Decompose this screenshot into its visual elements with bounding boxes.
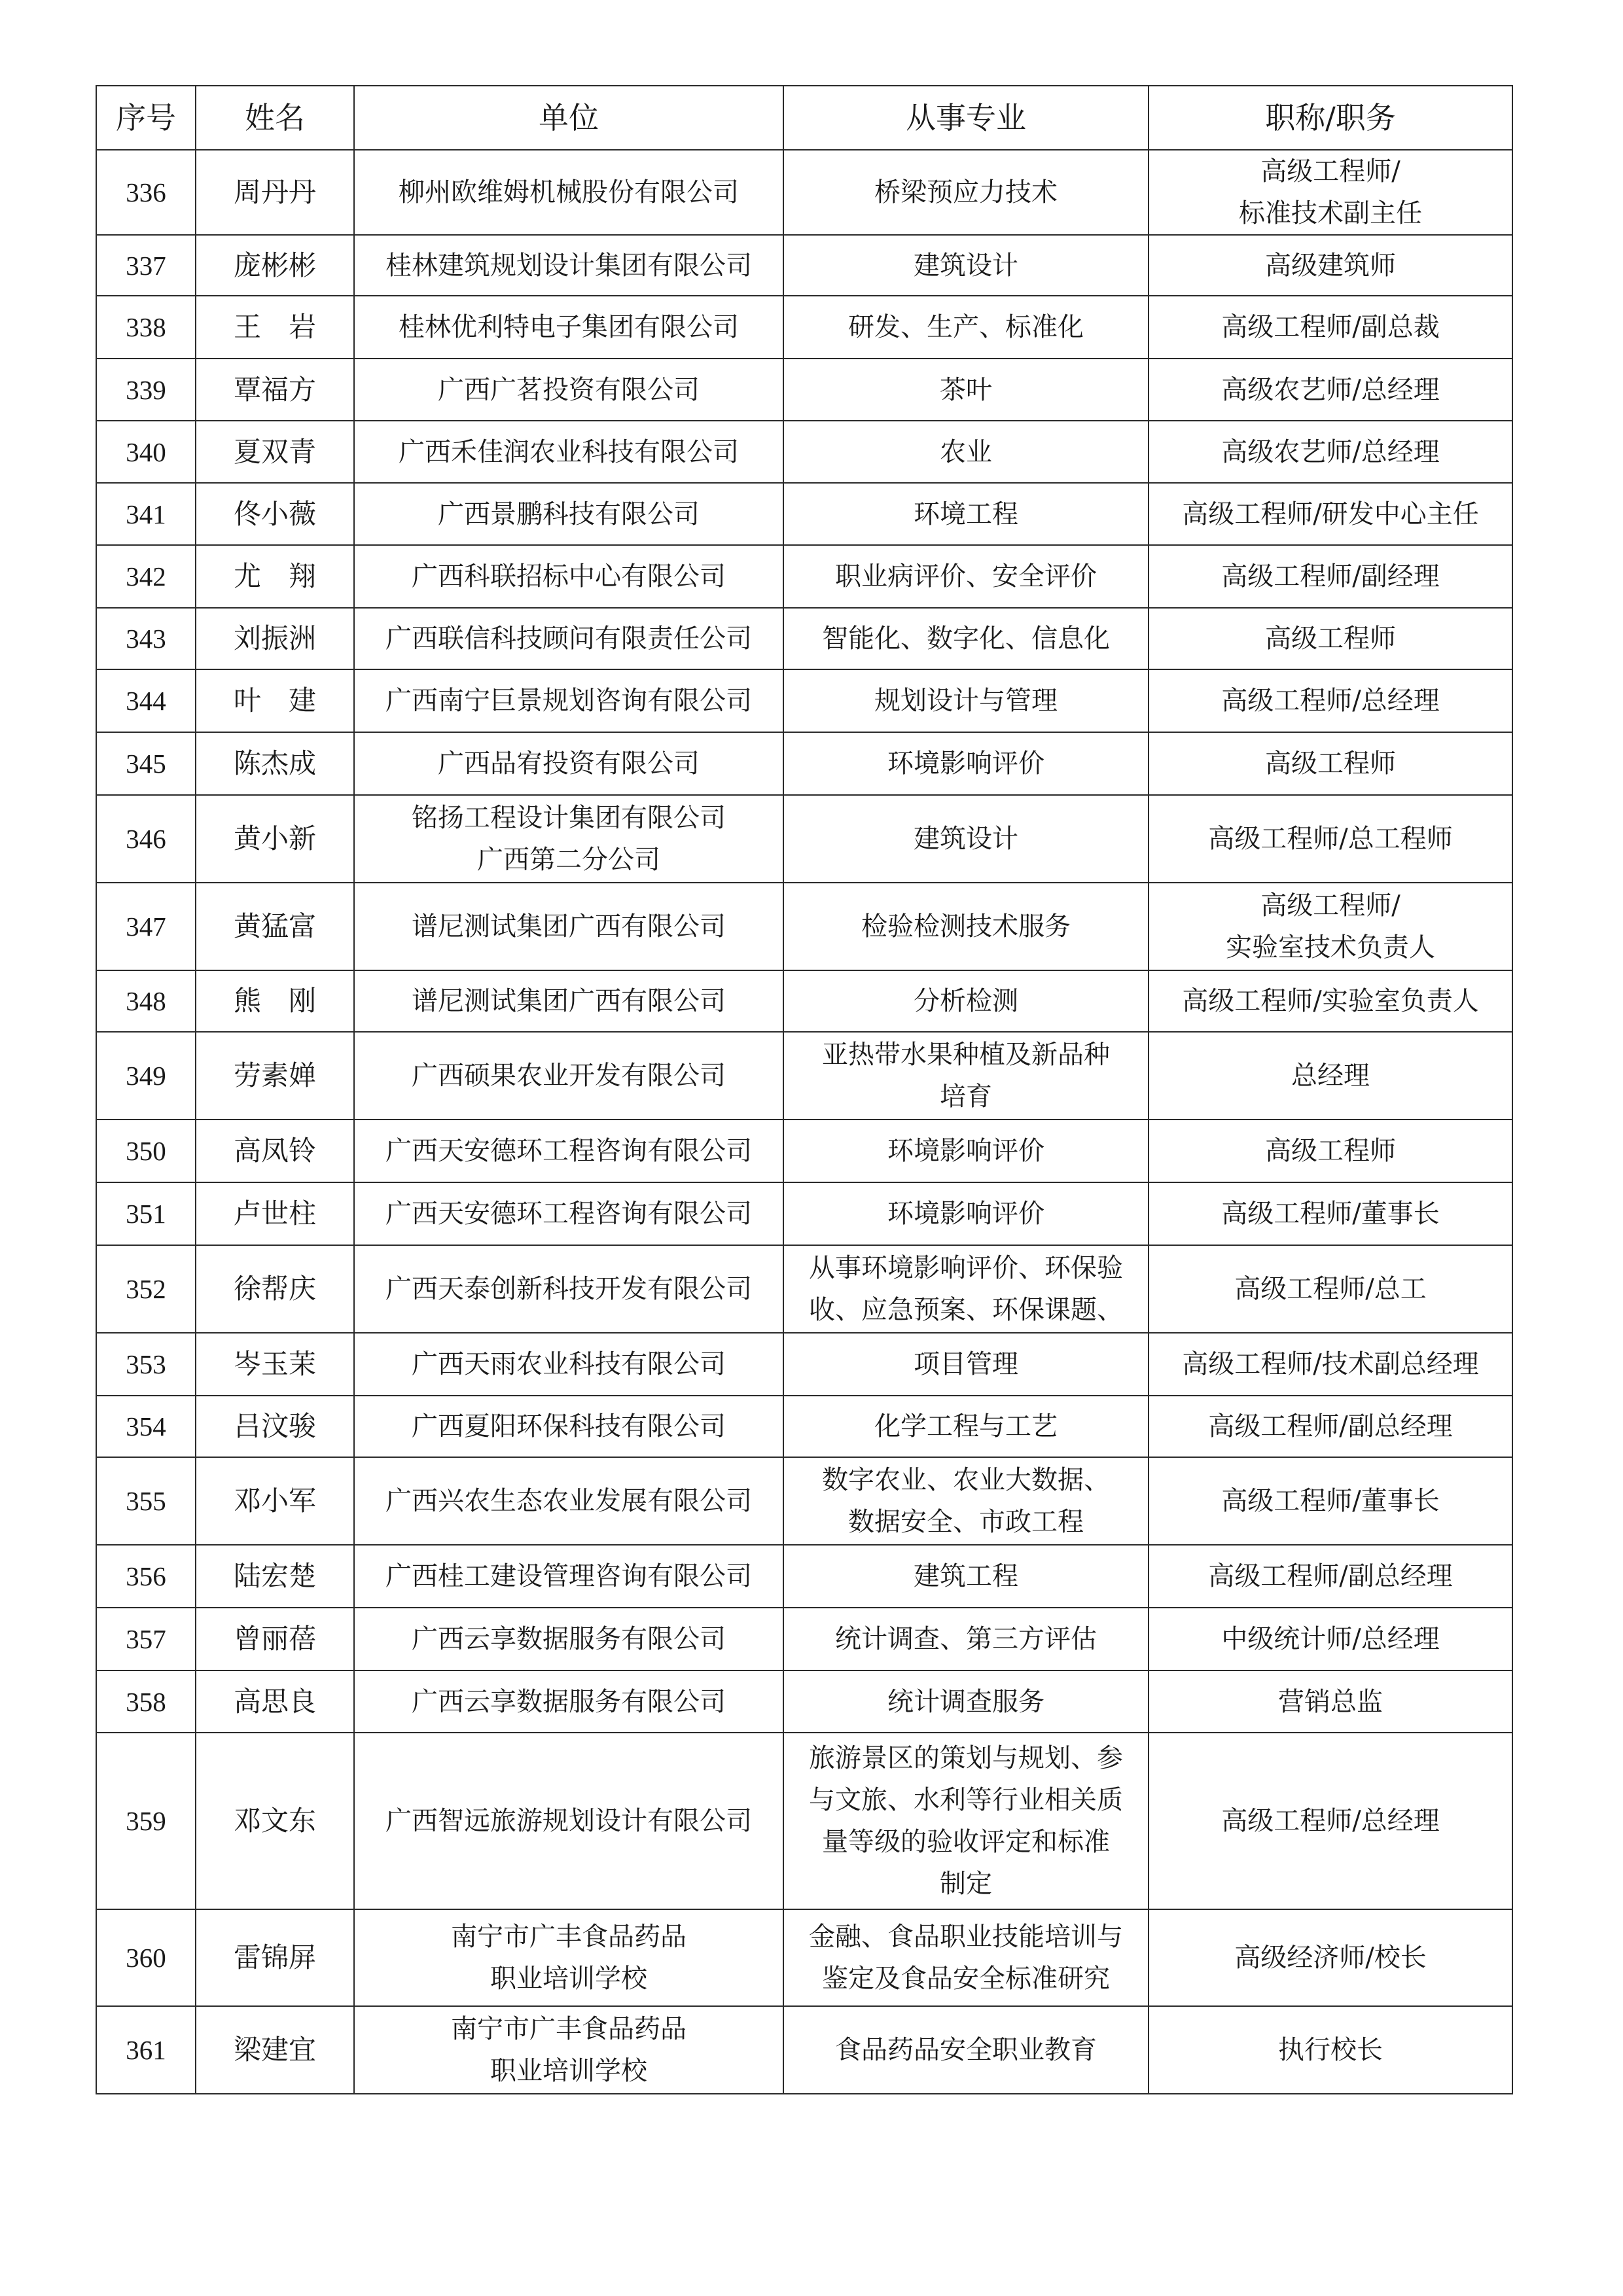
specialty-cell <box>783 421 1149 483</box>
title-position-cell-line: 高级建筑师 <box>1265 250 1396 281</box>
title-position-cell-line: 高级工程师/副总经理 <box>1208 1411 1453 1441</box>
specialty-cell-line: 环境影响评价 <box>887 1199 1044 1229</box>
title-position-cell-line: 高级工程师/ <box>1260 156 1400 186</box>
personnel-table <box>96 85 1513 2094</box>
unit-cell-line: 广西南宁巨景规划咨询有限公司 <box>385 686 752 716</box>
name-cell: 高思良 <box>196 1670 354 1733</box>
title-position-cell <box>1149 483 1512 545</box>
specialty-cell <box>783 1457 1149 1545</box>
name-cell: 叶 建 <box>196 669 354 732</box>
name-cell: 周丹丹 <box>196 150 354 235</box>
unit-cell <box>354 1545 783 1608</box>
serial-number-cell: 361 <box>96 2006 196 2094</box>
specialty-cell-line: 旅游景区的策划与规划、参 <box>809 1743 1123 1773</box>
specialty-cell <box>783 1396 1149 1457</box>
header-unit: 单位 <box>354 86 783 150</box>
specialty-cell-line: 亚热带水果种植及新品种 <box>822 1040 1110 1070</box>
table-row <box>96 1608 1512 1670</box>
table-row <box>96 1120 1512 1182</box>
title-position-cell <box>1149 669 1512 732</box>
table-row <box>96 1396 1512 1457</box>
specialty-cell-line: 环境工程 <box>914 499 1018 529</box>
unit-cell-line: 广西品宥投资有限公司 <box>438 749 700 779</box>
specialty-cell <box>783 1608 1149 1670</box>
table-row <box>96 545 1512 608</box>
specialty-cell <box>783 545 1149 608</box>
unit-cell <box>354 2006 783 2094</box>
serial-number-cell: 346 <box>96 795 196 883</box>
title-position-cell <box>1149 1245 1512 1333</box>
specialty-cell-line: 茶叶 <box>940 374 992 405</box>
name-cell: 佟小薇 <box>196 483 354 545</box>
title-position-cell <box>1149 970 1512 1032</box>
specialty-cell <box>783 1333 1149 1396</box>
title-position-cell <box>1149 1182 1512 1245</box>
serial-number-cell: 356 <box>96 1545 196 1608</box>
title-position-cell <box>1149 732 1512 795</box>
specialty-cell-line: 规划设计与管理 <box>874 686 1058 716</box>
specialty-cell <box>783 483 1149 545</box>
name-cell: 刘振洲 <box>196 608 354 669</box>
specialty-cell <box>783 1909 1149 2006</box>
specialty-cell-line: 量等级的验收评定和标准 <box>822 1827 1110 1857</box>
title-position-cell <box>1149 1120 1512 1182</box>
unit-cell <box>354 1396 783 1457</box>
name-cell: 覃福方 <box>196 359 354 421</box>
unit-cell-line: 广西云享数据服务有限公司 <box>412 1624 726 1654</box>
specialty-cell-line: 数据安全、市政工程 <box>848 1507 1084 1537</box>
serial-number-cell: 358 <box>96 1670 196 1733</box>
unit-cell <box>354 359 783 421</box>
table-row <box>96 669 1512 732</box>
unit-cell <box>354 795 783 883</box>
specialty-cell-line: 检验检测技术服务 <box>861 911 1071 942</box>
title-position-cell-line: 高级工程师/实验室负责人 <box>1182 986 1479 1016</box>
name-cell: 卢世柱 <box>196 1182 354 1245</box>
unit-cell <box>354 483 783 545</box>
name-cell: 吕汶骏 <box>196 1396 354 1457</box>
title-position-cell <box>1149 1457 1512 1545</box>
table-row <box>96 2006 1512 2094</box>
title-position-cell-line: 高级工程师/副经理 <box>1221 561 1440 592</box>
serial-number-cell: 337 <box>96 235 196 296</box>
serial-number-cell: 336 <box>96 150 196 235</box>
specialty-cell-line: 与文旅、水利等行业相关质 <box>809 1785 1123 1815</box>
serial-number-cell: 340 <box>96 421 196 483</box>
unit-cell-line: 广西智远旅游规划设计有限公司 <box>385 1806 752 1836</box>
table-row <box>96 1670 1512 1733</box>
unit-cell <box>354 296 783 359</box>
serial-number-cell: 345 <box>96 732 196 795</box>
title-position-cell <box>1149 1333 1512 1396</box>
unit-cell <box>354 150 783 235</box>
specialty-cell-line: 鉴定及食品安全标准研究 <box>822 1964 1110 1994</box>
unit-cell-line: 南宁市广丰食品药品 <box>451 1922 687 1952</box>
unit-cell-line: 广西禾佳润农业科技有限公司 <box>399 436 739 467</box>
table-row <box>96 421 1512 483</box>
specialty-cell <box>783 2006 1149 2094</box>
table-row <box>96 296 1512 359</box>
title-position-cell-line: 中级统计师/总经理 <box>1221 1624 1440 1654</box>
title-position-cell <box>1149 1733 1512 1909</box>
table-row <box>96 150 1512 235</box>
unit-cell-line: 铭扬工程设计集团有限公司 <box>412 803 726 833</box>
unit-cell <box>354 608 783 669</box>
header-specialty: 从事专业 <box>783 86 1149 150</box>
serial-number-cell: 353 <box>96 1333 196 1396</box>
table-row <box>96 1032 1512 1120</box>
serial-number-cell: 342 <box>96 545 196 608</box>
unit-cell <box>354 669 783 732</box>
title-position-cell-line: 总经理 <box>1291 1061 1370 1091</box>
specialty-cell-line: 职业病评价、安全评价 <box>835 561 1097 592</box>
serial-number-cell: 352 <box>96 1245 196 1333</box>
specialty-cell-line: 食品药品安全职业教育 <box>835 2035 1097 2065</box>
title-position-cell <box>1149 608 1512 669</box>
unit-cell-line: 广西云享数据服务有限公司 <box>412 1686 726 1717</box>
table-row <box>96 1182 1512 1245</box>
unit-cell-line: 广西科联招标中心有限公司 <box>412 561 726 592</box>
serial-number-cell: 348 <box>96 970 196 1032</box>
title-position-cell-line: 高级工程师/副总裁 <box>1221 312 1440 342</box>
table-row <box>96 235 1512 296</box>
title-position-cell-line: 高级工程师/副总经理 <box>1208 1561 1453 1591</box>
unit-cell-line: 广西景鹏科技有限公司 <box>438 499 700 529</box>
title-position-cell-line: 高级工程师/总工程师 <box>1208 824 1453 854</box>
unit-cell <box>354 1245 783 1333</box>
specialty-cell-line: 化学工程与工艺 <box>874 1411 1058 1441</box>
unit-cell <box>354 970 783 1032</box>
title-position-cell-line: 实验室技术负责人 <box>1226 932 1435 963</box>
name-cell: 陈杰成 <box>196 732 354 795</box>
title-position-cell-line: 执行校长 <box>1278 2035 1383 2065</box>
title-position-cell-line: 高级工程师/董事长 <box>1221 1486 1440 1516</box>
specialty-cell <box>783 608 1149 669</box>
specialty-cell-line: 建筑设计 <box>914 824 1018 854</box>
name-cell: 雷锦屏 <box>196 1909 354 2006</box>
table-row <box>96 1545 1512 1608</box>
specialty-cell-line: 研发、生产、标准化 <box>848 312 1084 342</box>
table-row <box>96 608 1512 669</box>
serial-number-cell: 343 <box>96 608 196 669</box>
unit-cell-line: 谱尼测试集团广西有限公司 <box>412 911 726 942</box>
title-position-cell-line: 高级经济师/校长 <box>1234 1943 1427 1973</box>
serial-number-cell: 359 <box>96 1733 196 1909</box>
unit-cell-line: 谱尼测试集团广西有限公司 <box>412 986 726 1016</box>
unit-cell-line: 广西夏阳环保科技有限公司 <box>412 1411 726 1441</box>
title-position-cell <box>1149 1545 1512 1608</box>
unit-cell-line: 广西天安德环工程咨询有限公司 <box>385 1199 752 1229</box>
title-position-cell-line: 高级工程师 <box>1265 749 1396 779</box>
specialty-cell-line: 统计调查、第三方评估 <box>835 1624 1097 1654</box>
specialty-cell-line: 收、应急预案、环保课题、 <box>809 1295 1123 1325</box>
name-cell: 陆宏楚 <box>196 1545 354 1608</box>
table-row <box>96 795 1512 883</box>
serial-number-cell: 354 <box>96 1396 196 1457</box>
title-position-cell <box>1149 1608 1512 1670</box>
table-header-row <box>96 86 1512 150</box>
serial-number-cell: 347 <box>96 883 196 970</box>
specialty-cell <box>783 235 1149 296</box>
specialty-cell <box>783 1670 1149 1733</box>
unit-cell <box>354 732 783 795</box>
specialty-cell-line: 培育 <box>940 1082 992 1112</box>
specialty-cell-line: 桥梁预应力技术 <box>874 177 1058 207</box>
unit-cell <box>354 1182 783 1245</box>
serial-number-cell: 350 <box>96 1120 196 1182</box>
unit-cell <box>354 1733 783 1909</box>
table-row <box>96 1333 1512 1396</box>
title-position-cell-line: 高级工程师/总经理 <box>1221 686 1440 716</box>
table-row <box>96 1909 1512 2006</box>
specialty-cell <box>783 296 1149 359</box>
serial-number-cell: 349 <box>96 1032 196 1120</box>
title-position-cell <box>1149 1670 1512 1733</box>
title-position-cell <box>1149 150 1512 235</box>
table-row <box>96 1733 1512 1909</box>
specialty-cell-line: 统计调查服务 <box>887 1686 1044 1717</box>
table-row <box>96 483 1512 545</box>
specialty-cell-line: 智能化、数字化、信息化 <box>822 624 1110 654</box>
name-cell: 夏双青 <box>196 421 354 483</box>
specialty-cell-line: 环境影响评价 <box>887 1136 1044 1166</box>
specialty-cell <box>783 669 1149 732</box>
specialty-cell <box>783 1733 1149 1909</box>
specialty-cell-line: 制定 <box>940 1869 992 1899</box>
specialty-cell-line: 金融、食品职业技能培训与 <box>809 1922 1123 1952</box>
unit-cell-line: 广西天安德环工程咨询有限公司 <box>385 1136 752 1166</box>
title-position-cell-line: 高级工程师/总经理 <box>1221 1806 1440 1836</box>
table-body <box>96 150 1512 2094</box>
name-cell: 王 岩 <box>196 296 354 359</box>
unit-cell-line: 广西联信科技顾问有限责任公司 <box>385 624 752 654</box>
unit-cell <box>354 1120 783 1182</box>
unit-cell-line: 桂林优利特电子集团有限公司 <box>399 312 739 342</box>
unit-cell <box>354 421 783 483</box>
unit-cell-line: 广西广茗投资有限公司 <box>438 374 700 405</box>
title-position-cell-line: 营销总监 <box>1278 1686 1383 1717</box>
unit-cell <box>354 235 783 296</box>
unit-cell <box>354 1333 783 1396</box>
specialty-cell-line: 分析检测 <box>914 986 1018 1016</box>
specialty-cell-line: 建筑工程 <box>914 1561 1018 1591</box>
header-serial-number: 序号 <box>96 86 196 150</box>
table-row <box>96 732 1512 795</box>
specialty-cell <box>783 150 1149 235</box>
unit-cell-line: 广西天雨农业科技有限公司 <box>412 1349 726 1379</box>
title-position-cell-line: 高级工程师/总工 <box>1234 1274 1427 1304</box>
name-cell: 尤 翔 <box>196 545 354 608</box>
name-cell: 劳素婵 <box>196 1032 354 1120</box>
specialty-cell-line: 建筑设计 <box>914 250 1018 281</box>
name-cell: 邓文东 <box>196 1733 354 1909</box>
title-position-cell <box>1149 1909 1512 2006</box>
serial-number-cell: 351 <box>96 1182 196 1245</box>
table-row <box>96 359 1512 421</box>
title-position-cell-line: 高级工程师 <box>1265 624 1396 654</box>
title-position-cell-line: 高级工程师/技术副总经理 <box>1182 1349 1479 1379</box>
unit-cell <box>354 883 783 970</box>
header-title-position: 职称/职务 <box>1149 86 1512 150</box>
unit-cell-line: 广西桂工建设管理咨询有限公司 <box>385 1561 752 1591</box>
name-cell: 梁建宜 <box>196 2006 354 2094</box>
specialty-cell-line: 数字农业、农业大数据、 <box>822 1465 1110 1495</box>
specialty-cell <box>783 359 1149 421</box>
unit-cell-line: 广西天泰创新科技开发有限公司 <box>385 1274 752 1304</box>
unit-cell <box>354 1608 783 1670</box>
unit-cell <box>354 1909 783 2006</box>
unit-cell-line: 广西兴农生态农业发展有限公司 <box>385 1486 752 1516</box>
title-position-cell <box>1149 235 1512 296</box>
name-cell: 高凤铃 <box>196 1120 354 1182</box>
title-position-cell <box>1149 545 1512 608</box>
title-position-cell <box>1149 296 1512 359</box>
serial-number-cell: 341 <box>96 483 196 545</box>
serial-number-cell: 355 <box>96 1457 196 1545</box>
unit-cell-line: 柳州欧维姆机械股份有限公司 <box>399 177 739 207</box>
name-cell: 岑玉茉 <box>196 1333 354 1396</box>
serial-number-cell: 339 <box>96 359 196 421</box>
specialty-cell-line: 环境影响评价 <box>887 749 1044 779</box>
specialty-cell-line: 项目管理 <box>914 1349 1018 1379</box>
specialty-cell <box>783 732 1149 795</box>
title-position-cell-line: 高级农艺师/总经理 <box>1221 374 1440 405</box>
name-cell: 黄小新 <box>196 795 354 883</box>
title-position-cell <box>1149 795 1512 883</box>
name-cell: 黄猛富 <box>196 883 354 970</box>
specialty-cell <box>783 883 1149 970</box>
specialty-cell-line: 从事环境影响评价、环保验 <box>809 1253 1123 1283</box>
unit-cell-line: 职业培训学校 <box>490 2056 647 2086</box>
header-name: 姓名 <box>196 86 354 150</box>
title-position-cell <box>1149 421 1512 483</box>
serial-number-cell: 344 <box>96 669 196 732</box>
table-row <box>96 1245 1512 1333</box>
specialty-cell <box>783 970 1149 1032</box>
specialty-cell <box>783 1545 1149 1608</box>
specialty-cell <box>783 1245 1149 1333</box>
title-position-cell-line: 高级工程师 <box>1265 1136 1396 1166</box>
name-cell: 熊 刚 <box>196 970 354 1032</box>
title-position-cell <box>1149 883 1512 970</box>
unit-cell-line: 广西硕果农业开发有限公司 <box>412 1061 726 1091</box>
table-row <box>96 1457 1512 1545</box>
specialty-cell <box>783 1032 1149 1120</box>
unit-cell <box>354 1032 783 1120</box>
title-position-cell-line: 标准技术副主任 <box>1239 198 1422 228</box>
specialty-cell-line: 农业 <box>940 436 992 467</box>
title-position-cell-line: 高级工程师/ <box>1260 891 1400 921</box>
title-position-cell-line: 高级工程师/研发中心主任 <box>1182 499 1479 529</box>
title-position-cell <box>1149 2006 1512 2094</box>
name-cell: 庞彬彬 <box>196 235 354 296</box>
title-position-cell-line: 高级农艺师/总经理 <box>1221 436 1440 467</box>
unit-cell-line: 南宁市广丰食品药品 <box>451 2014 687 2044</box>
unit-cell-line: 职业培训学校 <box>490 1964 647 1994</box>
table-row <box>96 970 1512 1032</box>
unit-cell <box>354 545 783 608</box>
specialty-cell <box>783 1120 1149 1182</box>
unit-cell-line: 广西第二分公司 <box>477 845 660 875</box>
table-row <box>96 883 1512 970</box>
title-position-cell-line: 高级工程师/董事长 <box>1221 1199 1440 1229</box>
serial-number-cell: 360 <box>96 1909 196 2006</box>
title-position-cell <box>1149 359 1512 421</box>
unit-cell <box>354 1457 783 1545</box>
specialty-cell <box>783 1182 1149 1245</box>
serial-number-cell: 357 <box>96 1608 196 1670</box>
title-position-cell <box>1149 1032 1512 1120</box>
name-cell: 曾丽蓓 <box>196 1608 354 1670</box>
serial-number-cell: 338 <box>96 296 196 359</box>
name-cell: 邓小军 <box>196 1457 354 1545</box>
name-cell: 徐帮庆 <box>196 1245 354 1333</box>
unit-cell-line: 桂林建筑规划设计集团有限公司 <box>385 250 752 281</box>
specialty-cell <box>783 795 1149 883</box>
unit-cell <box>354 1670 783 1733</box>
title-position-cell <box>1149 1396 1512 1457</box>
